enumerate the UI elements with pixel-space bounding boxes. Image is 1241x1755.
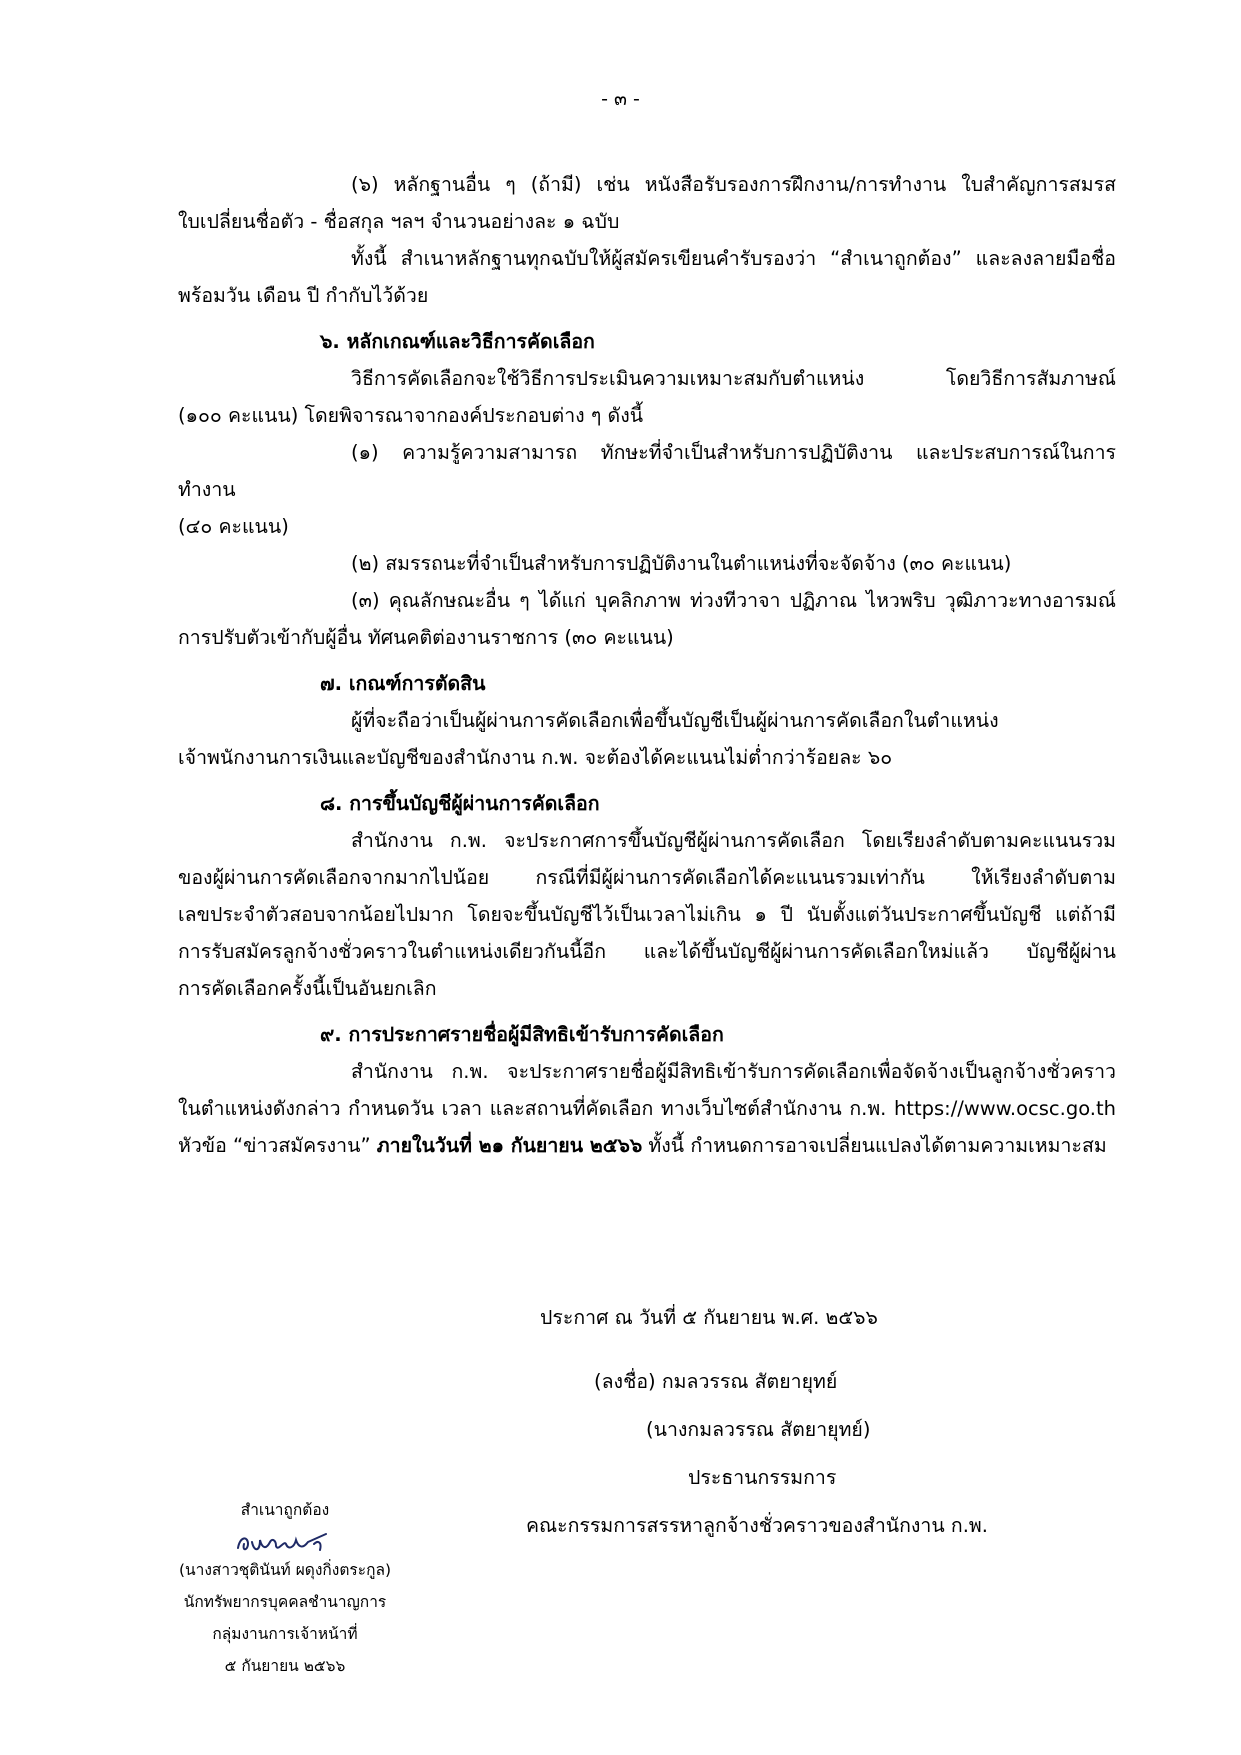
- section-8-line-2: ของผู้ผ่านการคัดเลือกจากมากไปน้อย กรณีที่มีผู้ผ่านการคัดเลือกได้คะแนนรวมเท่ากัน ให้เรียงลำดับตาม: [178, 866, 1116, 889]
- committee-name: คณะกรรมการสรรหาลูกจ้างชั่วคราวของสำนักงาน ก.พ.: [526, 1514, 988, 1537]
- certifier-name: (นางสาวชุตินันท์ ผดุงกิ่งตระกูล): [178, 1561, 392, 1579]
- section-6-heading: ๖. หลักเกณฑ์และวิธีการคัดเลือก: [320, 330, 595, 353]
- deadline-emphasis: ภายในวันที่ ๒๑ กันยายน ๒๕๖๖: [376, 1134, 643, 1157]
- section-9-line-3: [178, 1127, 1116, 1164]
- section-9-heading: ๙. การประกาศรายชื่อผู้มีสิทธิเข้ารับการคัดเลือก: [320, 1023, 724, 1046]
- signer-position: ประธานกรรมการ: [688, 1466, 837, 1489]
- certified-copy-block: [150, 1494, 420, 1682]
- section-6-item-2: (๒) สมรรถนะที่จำเป็นสำหรับการปฏิบัติงานในตำแหน่งที่จะจัดจ้าง (๓๐ คะแนน): [351, 552, 1012, 575]
- section-8-line-5: การคัดเลือกครั้งนี้เป็นอันยกเลิก: [178, 977, 437, 1000]
- section-8-line-4: การรับสมัครลูกจ้างชั่วคราวในตำแหน่งเดียวกันนี้อีก และได้ขึ้นบัญชีผู้ผ่านการคัดเลือกใหม่แล้ว บัญชีผู้ผ่าน: [178, 940, 1116, 963]
- copy-note-line-2: พร้อมวัน เดือน ปี กำกับไว้ด้วย: [178, 284, 429, 307]
- section-6-item-3-line-2: การปรับตัวเข้ากับผู้อื่น ทัศนคติต่องานราชการ (๓๐ คะแนน): [178, 626, 674, 649]
- section-9-line-3-end: ทั้งนี้ กำหนดการอาจเปลี่ยนแปลงได้ตามความเหมาะสม: [642, 1134, 1107, 1157]
- section-9-line-1: สำนักงาน ก.พ. จะประกาศรายชื่อผู้มีสิทธิเข้ารับการคัดเลือกเพื่อจัดจ้างเป็นลูกจ้างชั่วคราว: [351, 1060, 1116, 1083]
- section-8-line-3: เลขประจำตัวสอบจากน้อยไปมาก โดยจะขึ้นบัญชีไว้เป็นเวลาไม่เกิน ๑ ปี นับตั้งแต่วันประกาศขึ้นบัญชี แต่ถ้ามี: [178, 903, 1116, 926]
- section-8-heading: ๘. การขึ้นบัญชีผู้ผ่านการคัดเลือก: [320, 792, 600, 815]
- evidence-item-6-line-2: ใบเปลี่ยนชื่อตัว - ชื่อสกุล ฯลฯ จำนวนอย่างละ ๑ ฉบับ: [178, 210, 620, 233]
- signer-name: (นางกมลวรรณ สัตยายุทย์): [646, 1418, 871, 1441]
- evidence-item-6-line-1: (๖) หลักฐานอื่น ๆ (ถ้ามี) เช่น หนังสือรับรองการฝึกงาน/การทำงาน ใบสำคัญการสมรส: [351, 173, 1116, 196]
- signed-by: (ลงชื่อ) กมลวรรณ สัตยายุทย์: [594, 1370, 838, 1393]
- document-body: [178, 166, 1116, 1164]
- section-9-line-2: ในตำแหน่งดังกล่าว กำหนดวัน เวลา และสถานที่คัดเลือก ทางเว็บไซต์สำนักงาน ก.พ. https://www.ocsc.go.th: [178, 1097, 1116, 1120]
- section-6-item-1-line-1: (๑) ความรู้ความสามารถ ทักษะที่จำเป็นสำหรับการปฏิบัติงาน และประสบการณ์ในการทำงาน: [178, 441, 1116, 501]
- section-6-item-1-line-2: (๔๐ คะแนน): [178, 515, 289, 538]
- announcement-date: ประกาศ ณ วันที่ ๕ กันยายน พ.ศ. ๒๕๖๖: [540, 1306, 878, 1329]
- copy-note-line-1: ทั้งนี้ สำเนาหลักฐานทุกฉบับให้ผู้สมัครเขียนคำรับรองว่า “สำเนาถูกต้อง” และลงลายมือชื่อ: [351, 247, 1116, 270]
- section-8-line-1: สำนักงาน ก.พ. จะประกาศการขึ้นบัญชีผู้ผ่านการคัดเลือก โดยเรียงลำดับตามคะแนนรวม: [351, 829, 1116, 852]
- certification-date: ๕ กันยายน ๒๕๖๖: [224, 1657, 346, 1675]
- section-6-line-1: วิธีการคัดเลือกจะใช้วิธีการประเมินความเหมาะสมกับตำแหน่ง โดยวิธีการสัมภาษณ์: [351, 367, 1116, 390]
- section-7-heading: ๗. เกณฑ์การตัดสิน: [320, 672, 486, 695]
- certifier-unit: กลุ่มงานการเจ้าหน้าที่: [212, 1625, 358, 1643]
- section-7-line-1: ผู้ที่จะถือว่าเป็นผู้ผ่านการคัดเลือกเพื่อขึ้นบัญชีเป็นผู้ผ่านการคัดเลือกในตำแหน่ง: [351, 709, 999, 732]
- section-6-line-2: (๑๐๐ คะแนน) โดยพิจารณาจากองค์ประกอบต่าง ๆ ดังนี้: [178, 404, 644, 427]
- certifier-position: นักทรัพยากรบุคคลชำนาญการ: [183, 1593, 387, 1611]
- section-6-item-3-line-1: (๓) คุณลักษณะอื่น ๆ ได้แก่ บุคลิกภาพ ท่วงทีวาจา ปฏิภาณ ไหวพริบ วุฒิภาวะทางอารมณ์: [351, 589, 1116, 612]
- page-number: - ๓ -: [601, 88, 640, 110]
- section-7-line-2: เจ้าพนักงานการเงินและบัญชีของสำนักงาน ก.พ. จะต้องได้คะแนนไม่ต่ำกว่าร้อยละ ๖๐: [178, 746, 893, 769]
- section-9-line-3-start: หัวข้อ “ข่าวสมัครงาน”: [178, 1134, 377, 1157]
- certified-copy-label: สำเนาถูกต้อง: [240, 1501, 330, 1519]
